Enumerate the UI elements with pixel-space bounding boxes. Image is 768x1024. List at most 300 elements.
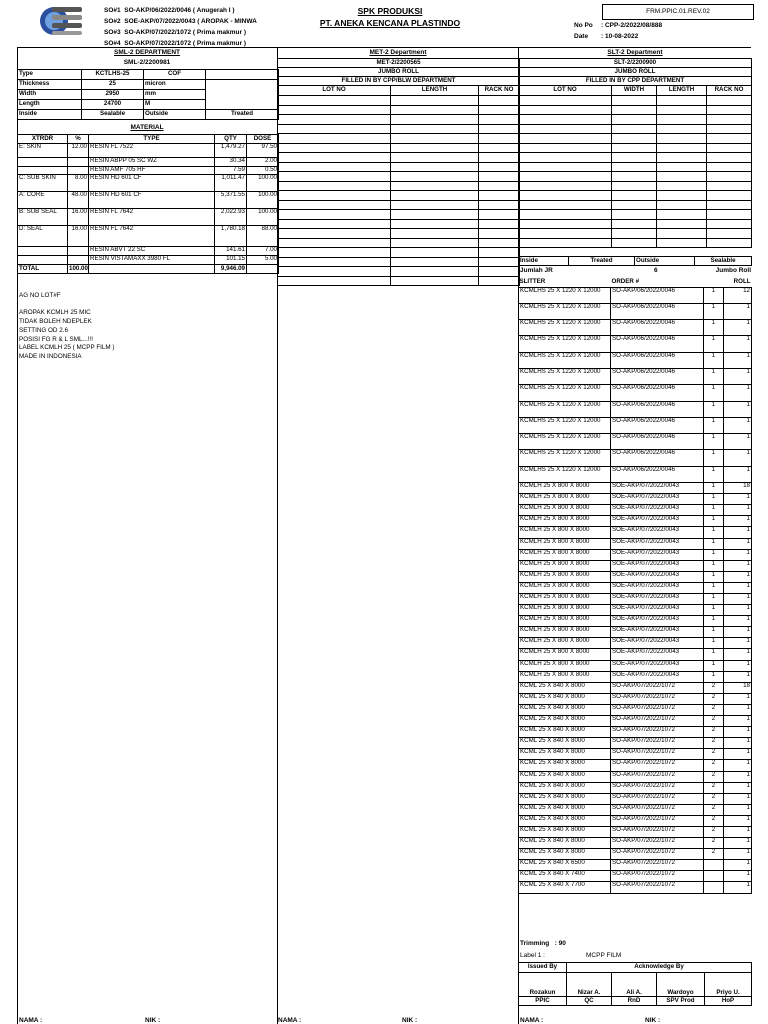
table-row: [278, 162, 520, 172]
table-cell: [391, 191, 479, 201]
table-cell: KCML 25 X 840 X 8000: [519, 682, 611, 693]
table-cell: [612, 105, 657, 115]
table-cell: 1: [724, 838, 752, 849]
table-cell: [391, 219, 479, 229]
table-cell: 1: [724, 693, 752, 704]
table-cell: 1: [704, 385, 724, 401]
table-cell: SOE-AKP/07/2022/0043: [611, 638, 704, 649]
table-cell: KCML 25 X 840 X 7700: [519, 882, 611, 893]
table-cell: 1: [724, 826, 752, 837]
met-table: MET-2/2200565 JUMBO ROLL FILLED IN BY CPP/BLW DEPARTMENT LOT NO LENGTH RACK NO: [277, 58, 520, 286]
table-cell: KCMLHS 25 X 1220 X 12000: [519, 450, 611, 466]
table-row: [519, 771, 752, 782]
material-table: [17, 134, 279, 274]
table-cell: [479, 200, 520, 210]
table-cell: 97.50: [247, 144, 279, 158]
table-row: [519, 162, 752, 172]
table-cell: 1: [704, 483, 724, 494]
table-cell: KCMLHS 25 X 1220 X 12000: [519, 401, 611, 417]
table-row: [519, 549, 752, 560]
table-row: [278, 229, 520, 239]
footer-nik-met: NIK :: [402, 1017, 418, 1024]
table-row: [519, 727, 752, 738]
table-row: [519, 671, 752, 682]
table-cell: KCMLH 25 X 800 X 8000: [519, 516, 611, 527]
table-row: [278, 200, 520, 210]
table-cell: [479, 172, 520, 182]
table-cell: SO-AKP/06/2022/0046: [611, 434, 704, 450]
table-row: [519, 450, 752, 466]
table-cell: 1: [724, 815, 752, 826]
table-cell: [278, 143, 391, 153]
table-cell: 1: [724, 368, 752, 384]
table-cell: [278, 115, 391, 125]
table-row: [278, 257, 520, 267]
table-cell: 1: [704, 336, 724, 352]
table-cell: 1: [704, 450, 724, 466]
table-row: [519, 538, 752, 549]
table-cell: KCMLH 25 X 800 X 8000: [519, 605, 611, 616]
table-cell: KCMLH 25 X 800 X 8000: [519, 527, 611, 538]
table-cell: RESIN FL 7522: [89, 144, 215, 158]
table-cell: SOE-AKP/07/2022/0043: [611, 627, 704, 638]
note-line: AROPAK KCMLH 25 MIC: [19, 309, 91, 317]
note-line: SETTING OD 2.6: [19, 326, 68, 334]
notes: [19, 292, 115, 362]
table-cell: SOE-AKP/07/2022/0043: [611, 660, 704, 671]
table-cell: [612, 238, 657, 248]
table-cell: 7.59: [215, 167, 247, 175]
table-cell: QTY: [215, 135, 247, 144]
table-row: [278, 248, 520, 258]
so-list: [104, 5, 257, 49]
table-row: [278, 124, 520, 134]
table-cell: KCMLHS 25 X 1220 X 12000: [519, 320, 611, 336]
table-cell: 100.00: [247, 209, 279, 226]
table-cell: [519, 181, 612, 191]
table-cell: [657, 181, 707, 191]
table-cell: [391, 276, 479, 286]
table-cell: [278, 219, 391, 229]
table-cell: SOE-AKP/07/2022/0043: [611, 527, 704, 538]
table-row: [519, 860, 752, 871]
table-cell: 1: [724, 336, 752, 352]
table-cell: RESIN HD 601 CF: [89, 175, 215, 192]
table-cell: [391, 134, 479, 144]
footer-nama-sml: NAMA :: [19, 1017, 43, 1024]
table-cell: [391, 115, 479, 125]
table-cell: 1: [724, 782, 752, 793]
table-row: [519, 320, 752, 336]
table-cell: 1: [724, 450, 752, 466]
table-row: [519, 96, 752, 106]
table-cell: SO-AKP/07/2022/1072: [611, 838, 704, 849]
table-cell: 18: [724, 483, 752, 494]
table-cell: [519, 134, 612, 144]
table-cell: 1: [704, 303, 724, 319]
table-cell: SO-AKP/06/2022/0046: [611, 368, 704, 384]
table-cell: SOE-AKP/07/2022/0043: [611, 582, 704, 593]
table-row: [519, 871, 752, 882]
table-row: [278, 134, 520, 144]
table-cell: KCML 25 X 840 X 8000: [519, 693, 611, 704]
table-cell: RESIN HD 601 CF: [89, 192, 215, 209]
table-cell: [278, 248, 391, 258]
table-cell: [657, 96, 707, 106]
table-cell: [707, 229, 752, 239]
table-cell: 1: [704, 527, 724, 538]
table-cell: [68, 256, 89, 265]
footer-nama-met: NAMA :: [278, 1017, 302, 1024]
table-row: [18, 209, 279, 226]
slt-inside-outside: Inside Treated Outside Sealable: [518, 256, 752, 266]
table-cell: RESIN FL 7642: [89, 209, 215, 226]
table-cell: [707, 172, 752, 182]
table-cell: 1: [724, 760, 752, 771]
table-row: [519, 605, 752, 616]
table-cell: 1: [704, 594, 724, 605]
table-cell: 1: [704, 627, 724, 638]
table-cell: 1: [704, 417, 724, 433]
table-cell: [657, 219, 707, 229]
table-row: [278, 181, 520, 191]
table-cell: 1: [724, 649, 752, 660]
table-cell: KCMLHS 25 X 1220 X 12000: [519, 287, 611, 303]
table-row: [519, 385, 752, 401]
table-cell: [519, 219, 612, 229]
table-cell: [479, 219, 520, 229]
table-cell: SO-AKP/07/2022/1072: [611, 771, 704, 782]
table-cell: SOE-AKP/07/2022/0043: [611, 549, 704, 560]
table-cell: KCML 25 X 840 X 8000: [519, 793, 611, 804]
footer-nik-slt: NIK :: [645, 1017, 661, 1024]
table-row: [278, 105, 520, 115]
so-line-3: SO#3 SO-AKP/07/2022/1072 ( Prima makmur ): [104, 29, 247, 36]
table-cell: KCMLH 25 X 800 X 8000: [519, 616, 611, 627]
table-header-row: [18, 135, 279, 144]
table-cell: 18: [724, 682, 752, 693]
table-cell: [278, 162, 391, 172]
table-cell: RESIN AMF 705 HF: [89, 167, 215, 175]
table-row: [519, 804, 752, 815]
table-cell: [657, 162, 707, 172]
table-cell: 1: [704, 549, 724, 560]
table-cell: 100.00: [69, 264, 88, 272]
table-cell: 2: [704, 826, 724, 837]
table-cell: KCML 25 X 840 X 8000: [519, 704, 611, 715]
table-row: [519, 115, 752, 125]
table-cell: 1: [724, 804, 752, 815]
table-cell: [278, 276, 391, 286]
table-cell: [657, 143, 707, 153]
table-cell: [707, 96, 752, 106]
divider: [17, 47, 751, 48]
table-cell: [278, 181, 391, 191]
trimming: Trimming : 90: [520, 940, 566, 947]
table-cell: [707, 134, 752, 144]
table-row: [278, 115, 520, 125]
table-row: [519, 693, 752, 704]
table-cell: 2,022.93: [215, 209, 247, 226]
table-cell: [391, 105, 479, 115]
table-cell: 1: [724, 738, 752, 749]
table-cell: [519, 162, 612, 172]
table-row: [519, 191, 752, 201]
table-row: [278, 143, 520, 153]
note-line: MADE IN INDONESIA: [19, 352, 82, 360]
table-cell: [707, 124, 752, 134]
table-cell: 7.00: [247, 247, 279, 256]
table-cell: SO-AKP/06/2022/0046: [611, 336, 704, 352]
table-row: [18, 144, 279, 158]
table-row: [18, 247, 279, 256]
table-cell: 141.61: [215, 247, 247, 256]
table-cell: XTRDR: [18, 135, 68, 144]
table-row: [519, 303, 752, 319]
table-cell: [519, 105, 612, 115]
table-cell: [519, 200, 612, 210]
table-cell: 2: [704, 704, 724, 715]
table-cell: 2: [704, 727, 724, 738]
table-cell: 1: [704, 649, 724, 660]
table-cell: 5.00: [247, 256, 279, 265]
signer-name: Nizar A.: [567, 973, 612, 997]
note-line: LABEL KCMLH 25 ( MCPP FILM ): [19, 344, 115, 352]
table-cell: 1: [704, 368, 724, 384]
table-cell: SOE-AKP/07/2022/0043: [611, 616, 704, 627]
table-cell: SO-AKP/06/2022/0046: [611, 450, 704, 466]
table-cell: RESIN FL 7642: [89, 226, 215, 247]
table-row: [18, 256, 279, 265]
table-cell: 100.00: [247, 175, 279, 192]
table-cell: [612, 115, 657, 125]
table-cell: TOTAL: [18, 265, 68, 274]
table-row: [519, 527, 752, 538]
table-cell: 100.00: [247, 192, 279, 209]
table-row: [519, 560, 752, 571]
table-row: [519, 516, 752, 527]
table-cell: 8.00: [68, 175, 89, 192]
table-cell: KCMLH 25 X 800 X 8000: [519, 649, 611, 660]
table-cell: SOE-AKP/07/2022/0043: [611, 516, 704, 527]
table-cell: [391, 257, 479, 267]
table-cell: KCMLH 25 X 800 X 8000: [519, 571, 611, 582]
table-cell: [391, 143, 479, 153]
table-cell: SO-AKP/06/2022/0046: [611, 385, 704, 401]
table-cell: [18, 247, 68, 256]
table-row: [278, 267, 520, 277]
signer-role: PPIC: [519, 997, 567, 1006]
table-row: [519, 582, 752, 593]
table-cell: KCMLHS 25 X 1220 X 12000: [519, 417, 611, 433]
table-cell: 1: [724, 571, 752, 582]
table-row: [519, 571, 752, 582]
table-cell: KCMLH 25 X 800 X 8000: [519, 582, 611, 593]
table-cell: 1: [724, 582, 752, 593]
signer-name: Ali A.: [612, 973, 657, 997]
table-cell: SOE-AKP/07/2022/0043: [611, 605, 704, 616]
table-cell: [612, 200, 657, 210]
table-cell: KCML 25 X 840 X 8000: [519, 716, 611, 727]
table-total-row: [18, 265, 279, 274]
table-row: [519, 200, 752, 210]
table-cell: 1: [724, 860, 752, 871]
table-cell: [391, 210, 479, 220]
table-cell: 1: [724, 352, 752, 368]
table-cell: KCML 25 X 840 X 8000: [519, 849, 611, 860]
note-line: [19, 301, 115, 310]
table-cell: [707, 143, 752, 153]
table-cell: [707, 181, 752, 191]
table-cell: [278, 210, 391, 220]
so-line-2: SO#2 SOE-AKP/07/2022/0043 ( AROPAK - MINWA: [104, 18, 257, 25]
table-cell: [479, 124, 520, 134]
table-cell: 2: [704, 749, 724, 760]
table-row: [519, 483, 752, 494]
slitter-table: SLITTER ORDER # ROLL KCMLHS 25 X 1220 X 12000 SO-AKP/06/2022/0046 1 12 KCMLHS 25 X 1220 X 12000 SO-AKP/06/2022/0046 1 1 KCMLHS 25 X 1220 X 12000 SO-AKP/06/2022/0046 1 1 KCMLHS 25 X 1220 X 12000 SO-AKP/06/2022/0046 1 1 KCMLHS 25 X 1220 X 12000 SO-AKP/06/2022/0046 1 1 KCMLHS 25 X 1220 X 12000 SO-AKP/06/2022/0046 1 1 KCMLHS 25 X 1220 X 12000 SO-AKP/06/2022/0046 1 1 KCMLHS 25 X 1220 X 12000 SO-AKP/06/2022/0046 1 1 KCMLHS 25 X 1220 X 12000 SO-AKP/06/2022/0046 1 1 KCMLHS 25 X 1220 X 12000 SO-AKP/06/2022/0046 1 1 KCMLHS 25 X 1220 X 12000 SO-AKP/06/2022/0046 1 1 KCMLHS 25 X 1220 X 12000 SO-AKP/06/2022/0046 1 1 KCMLH 25 X 800 X 8000 SOE-AKP/07/2022/0043 1 18 KCMLH 25 X 800 X 8000 SOE-AKP/07/2022/0043 1 1 KCMLH 25 X 800 X 8000 SOE-AKP/07/2022/0043 1 1 KCMLH 25 X 800 X 8000 SOE-AKP/07/2022/0043 1 1 KCMLH 25 X 800 X 8000 SOE-AKP/07/2022/0043 1 1 KCMLH 25 X 800 X 8000 SOE-AKP/07/2022/0043 1 1 KCMLH 25 X 800 X 8000 SOE-AKP/07/2022/0043 1 1 KCMLH 25 X 800 X 8000 SOE-AKP/07/2022/0043 1 1 KCMLH 25 X 800 X 8000 SOE-AKP/07/2022/0043 1 1 KCMLH 25 X 800 X 8000 SOE-AKP/07/2022/0043 1 1 KCMLH 25 X 800 X 8000 SOE-AKP/07/2022/0043 1 1 KCMLH 25 X 800 X 8000 SOE-AKP/07/2022/0043 1 1 KCMLH 25 X 800 X 8000 SOE-AKP/07/2022/0043 1 1 KCMLH 25 X 800 X 8000 SOE-AKP/07/2022/0043 1 1 KCMLH 25 X 800 X 8000 SOE-AKP/07/2022/0043 1 1 KCMLH 25 X 800 X 8000 SOE-AKP/07/2022/0043 1 1 KCMLH 25 X 800 X 8000 SOE-AKP/07/2022/0043 1 1 KCMLH 25 X 800 X 8000 SOE-AKP/07/2022/0043 1 1 KCML 25 X 840 X 8000 SO-AKP/07/2022/1072 2 18 KCML 25 X 840 X 8000 SO-AKP/07/2022/1072 2 1 KCML 25 X 840 X 8000 SO-AKP/07/2022/1072 2 1 KCML 25 X 840 X 8000 SO-AKP/07/2022/1072 2 1 KCML 25 X 840 X 8000 SO-AKP/07/2022/1072 2 1 KCML 25 X 840 X 8000 SO-AKP/07/2022/1072 2 1 KCML 25 X 840 X 8000 SO-AKP/07/2022/1072 2 1 KCML 25 X 840 X 8000 SO-AKP/07/2022/1072 2 1 KCML 25 X 840 X 8000 SO-AKP/07/2022/1072 2 1 KCML 25 X 840 X 8000 SO-AKP/07/2022/1072 2 1 KCML 25 X 840 X 8000 SO-AKP/07/2022/1072 2 1 KCML 25 X 840 X 8000 SO-AKP/07/2022/1072 2 1 KCML 25 X 840 X 8000 SO-AKP/07/2022/1072 2 1 KCML 25 X 840 X 8000 SO-AKP/07/2022/1072 2 1 KCML 25 X 840 X 8000 SO-AKP/07/2022/1072 2 1 KCML 25 X 840 X 8000 SO-AKP/07/2022/1072 2 1 KCML 25 X 840 X 6500 SO-AKP/07/2022/1072 1 KCML 25 X 840 X 7400 SO-AKP/07/2022/1072 1 KCML 25 X 840 X 7700 SO-AKP/07/2022/1072 1: [518, 277, 752, 894]
table-cell: [391, 229, 479, 239]
note-line: TIDAK BOLEH NDEPLEK: [19, 318, 92, 326]
table-row: [18, 158, 279, 167]
table-cell: KCML 25 X 840 X 8000: [519, 738, 611, 749]
table-cell: [278, 200, 391, 210]
table-cell: SO-AKP/07/2022/1072: [611, 693, 704, 704]
table-cell: 2: [704, 838, 724, 849]
table-cell: [479, 162, 520, 172]
table-cell: SO-AKP/07/2022/1072: [611, 727, 704, 738]
table-cell: [707, 153, 752, 163]
table-cell: [519, 153, 612, 163]
table-cell: KCMLHS 25 X 1220 X 12000: [519, 303, 611, 319]
table-cell: SO-AKP/06/2022/0046: [611, 401, 704, 417]
table-cell: [704, 860, 724, 871]
table-cell: [657, 210, 707, 220]
table-cell: SOE-AKP/07/2022/0043: [611, 483, 704, 494]
table-cell: [657, 238, 707, 248]
table-cell: 88.00: [247, 226, 279, 247]
table-cell: KCML 25 X 840 X 6500: [519, 860, 611, 871]
table-cell: KCMLH 25 X 800 X 8000: [519, 538, 611, 549]
table-cell: 1: [724, 303, 752, 319]
table-cell: 12.00: [68, 144, 89, 158]
table-row: [519, 682, 752, 693]
table-cell: 1: [704, 638, 724, 649]
table-cell: [519, 115, 612, 125]
table-cell: [704, 882, 724, 893]
table-cell: 1: [704, 538, 724, 549]
table-cell: [278, 105, 391, 115]
table-cell: [68, 158, 89, 167]
table-cell: 1: [704, 560, 724, 571]
label-1: Label 1 : MCPP FILM: [520, 952, 622, 959]
table-cell: KCMLHS 25 X 1220 X 12000: [519, 466, 611, 482]
table-row: [519, 738, 752, 749]
table-cell: 2: [704, 815, 724, 826]
table-cell: 1: [724, 605, 752, 616]
table-cell: SO-AKP/07/2022/1072: [611, 704, 704, 715]
table-cell: [479, 105, 520, 115]
table-cell: [707, 210, 752, 220]
table-cell: [519, 229, 612, 239]
table-cell: [479, 96, 520, 106]
table-cell: [707, 191, 752, 201]
table-row: [519, 815, 752, 826]
table-cell: SOE-AKP/07/2022/0043: [611, 571, 704, 582]
table-cell: 1: [724, 704, 752, 715]
table-cell: SO-AKP/06/2022/0046: [611, 320, 704, 336]
table-cell: [519, 143, 612, 153]
table-cell: [612, 124, 657, 134]
table-cell: [391, 153, 479, 163]
table-cell: 2.00: [247, 158, 279, 167]
table-cell: 1: [724, 882, 752, 893]
table-cell: 1: [724, 594, 752, 605]
table-cell: [479, 248, 520, 258]
table-cell: [278, 267, 391, 277]
table-cell: [657, 124, 707, 134]
table-row: [519, 838, 752, 849]
table-cell: SO-AKP/07/2022/1072: [611, 849, 704, 860]
signer-name: Wardoyo: [657, 973, 705, 997]
table-cell: KCML 25 X 840 X 8000: [519, 804, 611, 815]
sml-dept-title: SML-2 DEPARTMENT: [114, 49, 180, 56]
table-cell: [657, 105, 707, 115]
slt-dept-title: SLT-2 Department: [607, 49, 663, 56]
table-cell: SOE-AKP/07/2022/0043: [611, 649, 704, 660]
table-cell: 1: [724, 434, 752, 450]
table-cell: [657, 229, 707, 239]
table-cell: 1: [724, 505, 752, 516]
table-row: [18, 192, 279, 209]
table-cell: [657, 115, 707, 125]
table-cell: [278, 191, 391, 201]
table-cell: KCMLHS 25 X 1220 X 12000: [519, 336, 611, 352]
table-row: [519, 627, 752, 638]
table-cell: 1: [704, 434, 724, 450]
table-cell: [278, 96, 391, 106]
table-cell: 5,371.55: [215, 192, 247, 209]
table-cell: [707, 219, 752, 229]
table-row: [519, 124, 752, 134]
table-cell: [519, 210, 612, 220]
table-cell: 1: [724, 401, 752, 417]
table-cell: C: SUB SKIN: [18, 175, 68, 192]
table-cell: [278, 229, 391, 239]
table-cell: SO-AKP/07/2022/1072: [611, 716, 704, 727]
table-cell: [18, 158, 68, 167]
table-cell: SO-AKP/07/2022/1072: [611, 682, 704, 693]
table-cell: KCMLHS 25 X 1220 X 12000: [519, 385, 611, 401]
table-cell: KCML 25 X 840 X 8000: [519, 782, 611, 793]
table-cell: [391, 248, 479, 258]
table-cell: [657, 200, 707, 210]
table-cell: SO-AKP/06/2022/0046: [611, 417, 704, 433]
table-cell: 1: [724, 560, 752, 571]
table-cell: [391, 181, 479, 191]
table-cell: 1: [704, 352, 724, 368]
table-cell: [657, 134, 707, 144]
table-cell: [391, 124, 479, 134]
table-cell: 1: [724, 417, 752, 433]
table-row: [519, 616, 752, 627]
table-row: [278, 191, 520, 201]
table-cell: 30.34: [215, 158, 247, 167]
table-cell: A: CORE: [18, 192, 68, 209]
table-cell: SOE-AKP/07/2022/0043: [611, 505, 704, 516]
signer-role: HoP: [705, 997, 752, 1006]
table-cell: [278, 172, 391, 182]
table-cell: KCMLHS 25 X 1220 X 12000: [519, 352, 611, 368]
